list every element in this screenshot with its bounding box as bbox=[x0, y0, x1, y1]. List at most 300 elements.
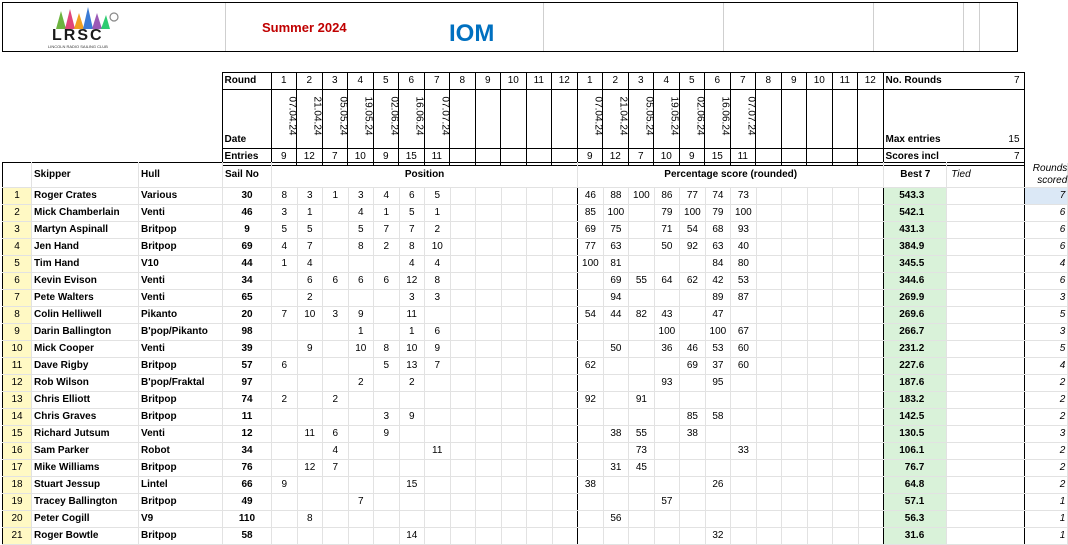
position-cell: 6 bbox=[425, 323, 451, 340]
percentage-cell bbox=[833, 255, 859, 272]
position-cell bbox=[527, 459, 553, 476]
percentage-cell bbox=[807, 476, 833, 493]
percentage-cell: 57 bbox=[654, 493, 680, 510]
skipper-name: Pete Walters bbox=[32, 289, 139, 306]
position-cell bbox=[527, 187, 553, 204]
blank-cell bbox=[2, 90, 222, 149]
entries-count: 12 bbox=[603, 149, 629, 166]
percentage-cell bbox=[578, 425, 604, 442]
hull-type: B'pop/Pikanto bbox=[139, 323, 223, 340]
position-cell bbox=[450, 323, 476, 340]
percentage-cell bbox=[782, 442, 808, 459]
table-row bbox=[3, 493, 1068, 510]
position-cell: 1 bbox=[297, 204, 323, 221]
round-number: 2 bbox=[603, 73, 629, 90]
round-date: 02.06.24 bbox=[694, 96, 705, 136]
position-cell: 6 bbox=[323, 425, 349, 442]
position-cell bbox=[476, 272, 502, 289]
position-cell bbox=[476, 187, 502, 204]
position-cell bbox=[450, 408, 476, 425]
position-cell bbox=[297, 391, 323, 408]
percentage-cell bbox=[578, 340, 604, 357]
percentage-cell bbox=[603, 374, 629, 391]
date-cell bbox=[450, 90, 476, 149]
sail-number: 98 bbox=[223, 323, 272, 340]
position-cell bbox=[323, 289, 349, 306]
rounds-scored: 4 bbox=[1025, 255, 1068, 272]
position-cell bbox=[425, 391, 451, 408]
tied-cell bbox=[947, 255, 1025, 272]
round-number: 9 bbox=[475, 73, 501, 90]
skipper-name: Kevin Evison bbox=[32, 272, 139, 289]
best-score: 266.7 bbox=[884, 323, 947, 340]
percentage-cell bbox=[680, 459, 706, 476]
sail-number: 76 bbox=[223, 459, 272, 476]
position-cell bbox=[527, 289, 553, 306]
percentage-cell bbox=[578, 289, 604, 306]
percentage-cell: 55 bbox=[629, 272, 655, 289]
position-cell: 4 bbox=[374, 187, 400, 204]
position-cell bbox=[399, 442, 425, 459]
percentage-cell bbox=[756, 476, 782, 493]
position-cell bbox=[552, 408, 578, 425]
percentage-cell: 26 bbox=[705, 476, 731, 493]
percentage-cell bbox=[705, 459, 731, 476]
rounds-scored: 2 bbox=[1025, 459, 1068, 476]
position-cell bbox=[374, 255, 400, 272]
position-cell: 14 bbox=[399, 527, 425, 544]
best-score: 542.1 bbox=[884, 204, 947, 221]
position-cell bbox=[501, 323, 527, 340]
percentage-cell: 100 bbox=[680, 204, 706, 221]
position-cell bbox=[552, 459, 578, 476]
position-cell: 6 bbox=[297, 272, 323, 289]
position-cell bbox=[297, 527, 323, 544]
percentage-cell bbox=[680, 476, 706, 493]
position-cell bbox=[348, 357, 374, 374]
best-score: 31.6 bbox=[884, 527, 947, 544]
position-cell bbox=[501, 493, 527, 510]
position-cell: 9 bbox=[272, 476, 298, 493]
percentage-cell bbox=[833, 323, 859, 340]
position-cell bbox=[323, 204, 349, 221]
percentage-cell bbox=[705, 425, 731, 442]
position-cell: 5 bbox=[399, 204, 425, 221]
round-number: 9 bbox=[781, 73, 807, 90]
position-cell bbox=[374, 306, 400, 323]
best-score: 56.3 bbox=[884, 510, 947, 527]
position-cell: 9 bbox=[374, 425, 400, 442]
row-number: 17 bbox=[3, 459, 32, 476]
percentage-cell bbox=[629, 221, 655, 238]
percentage-cell: 53 bbox=[731, 272, 757, 289]
position-cell bbox=[501, 221, 527, 238]
round-number: 12 bbox=[552, 73, 578, 90]
skipper-name: Martyn Aspinall bbox=[32, 221, 139, 238]
hull-type: Britpop bbox=[139, 357, 223, 374]
position-cell bbox=[501, 476, 527, 493]
date-cell bbox=[603, 90, 629, 149]
percentage-cell: 84 bbox=[705, 255, 731, 272]
rounds-scored: 3 bbox=[1025, 425, 1068, 442]
round-number: 5 bbox=[373, 73, 399, 90]
row-number: 5 bbox=[3, 255, 32, 272]
percentage-cell bbox=[578, 459, 604, 476]
row-number: 19 bbox=[3, 493, 32, 510]
position-cell bbox=[501, 442, 527, 459]
percentage-cell bbox=[629, 408, 655, 425]
hull-type: Venti bbox=[139, 272, 223, 289]
entries-count: 11 bbox=[424, 149, 450, 166]
position-cell: 2 bbox=[399, 374, 425, 391]
percentage-cell: 74 bbox=[705, 187, 731, 204]
scores-incl-label: Scores incl bbox=[883, 149, 946, 166]
percentage-cell bbox=[680, 391, 706, 408]
position-header: Position bbox=[272, 163, 578, 188]
position-cell: 13 bbox=[399, 357, 425, 374]
percentage-cell bbox=[858, 510, 884, 527]
tied-cell bbox=[947, 323, 1025, 340]
percentage-cell bbox=[782, 204, 808, 221]
percentage-cell bbox=[731, 306, 757, 323]
percentage-cell bbox=[603, 527, 629, 544]
position-cell bbox=[348, 391, 374, 408]
position-cell bbox=[501, 459, 527, 476]
table-row bbox=[3, 408, 1068, 425]
position-cell: 1 bbox=[272, 255, 298, 272]
skipper-name: Jen Hand bbox=[32, 238, 139, 255]
skipper-name: Tim Hand bbox=[32, 255, 139, 272]
position-cell bbox=[272, 493, 298, 510]
percentage-cell: 32 bbox=[705, 527, 731, 544]
club-logo bbox=[46, 5, 128, 51]
entries-count: 7 bbox=[628, 149, 654, 166]
position-cell bbox=[374, 391, 400, 408]
rounds-scored: 6 bbox=[1025, 238, 1068, 255]
position-cell bbox=[552, 323, 578, 340]
percentage-cell bbox=[833, 340, 859, 357]
sail-number: 69 bbox=[223, 238, 272, 255]
percentage-cell: 33 bbox=[731, 442, 757, 459]
row-number: 10 bbox=[3, 340, 32, 357]
percentage-cell bbox=[629, 340, 655, 357]
percentage-cell bbox=[807, 510, 833, 527]
round-date: 21.04.24 bbox=[617, 96, 629, 136]
position-cell bbox=[450, 493, 476, 510]
sail-number: 49 bbox=[223, 493, 272, 510]
percentage-cell bbox=[680, 527, 706, 544]
position-cell bbox=[476, 493, 502, 510]
hull-type: Pikanto bbox=[139, 306, 223, 323]
position-cell: 2 bbox=[297, 289, 323, 306]
position-cell bbox=[501, 391, 527, 408]
position-cell bbox=[323, 374, 349, 391]
percentage-cell bbox=[629, 510, 655, 527]
percentage-cell: 50 bbox=[603, 340, 629, 357]
percentage-cell bbox=[731, 391, 757, 408]
percentage-cell: 58 bbox=[705, 408, 731, 425]
position-cell: 9 bbox=[399, 408, 425, 425]
position-cell bbox=[450, 442, 476, 459]
position-cell: 2 bbox=[374, 238, 400, 255]
date-cell bbox=[552, 90, 578, 149]
percentage-cell bbox=[858, 459, 884, 476]
percentage-cell: 79 bbox=[654, 204, 680, 221]
percentage-cell bbox=[578, 527, 604, 544]
position-cell: 7 bbox=[425, 357, 451, 374]
percentage-cell bbox=[833, 459, 859, 476]
round-number: 10 bbox=[501, 73, 527, 90]
percentage-cell: 75 bbox=[603, 221, 629, 238]
percentage-cell: 56 bbox=[603, 510, 629, 527]
position-cell bbox=[552, 527, 578, 544]
percentage-cell: 92 bbox=[680, 238, 706, 255]
hull-type: B'pop/Fraktal bbox=[139, 374, 223, 391]
position-cell: 9 bbox=[348, 306, 374, 323]
tied-cell bbox=[947, 272, 1025, 289]
percentage-cell: 100 bbox=[629, 187, 655, 204]
position-cell: 11 bbox=[399, 306, 425, 323]
percentage-cell: 60 bbox=[731, 357, 757, 374]
percentage-cell bbox=[782, 425, 808, 442]
row-number: 16 bbox=[3, 442, 32, 459]
percentage-cell bbox=[807, 408, 833, 425]
position-cell bbox=[501, 340, 527, 357]
position-cell bbox=[552, 238, 578, 255]
position-cell bbox=[527, 425, 553, 442]
position-cell bbox=[450, 340, 476, 357]
round-date: 07.07.24 bbox=[439, 96, 450, 136]
position-cell bbox=[374, 289, 400, 306]
percentage-cell bbox=[858, 289, 884, 306]
entries-count: 9 bbox=[271, 149, 297, 166]
position-cell bbox=[527, 272, 553, 289]
skipper-name: Peter Cogill bbox=[32, 510, 139, 527]
class-title: IOM bbox=[449, 20, 495, 47]
sail-number: 57 bbox=[223, 357, 272, 374]
skipper-name: Darin Ballington bbox=[32, 323, 139, 340]
position-cell: 1 bbox=[323, 187, 349, 204]
blank-cell bbox=[3, 163, 32, 188]
percentage-cell: 37 bbox=[705, 357, 731, 374]
position-cell bbox=[450, 391, 476, 408]
round-row bbox=[2, 73, 1067, 90]
percentage-cell bbox=[782, 408, 808, 425]
hull-type: Britpop bbox=[139, 221, 223, 238]
skipper-name: Roger Bowtle bbox=[32, 527, 139, 544]
position-cell bbox=[425, 459, 451, 476]
tied-cell bbox=[947, 357, 1025, 374]
position-cell bbox=[501, 408, 527, 425]
position-cell bbox=[348, 442, 374, 459]
position-cell bbox=[527, 221, 553, 238]
table-row bbox=[3, 238, 1068, 255]
tied-cell bbox=[947, 340, 1025, 357]
position-cell bbox=[476, 459, 502, 476]
percentage-cell: 46 bbox=[578, 187, 604, 204]
rounds-scored: 1 bbox=[1025, 510, 1068, 527]
title-banner bbox=[2, 2, 1018, 52]
position-cell bbox=[450, 221, 476, 238]
percentage-cell bbox=[858, 323, 884, 340]
blank-cell bbox=[1024, 73, 1067, 90]
tied-cell bbox=[947, 442, 1025, 459]
percentage-cell bbox=[858, 357, 884, 374]
percentage-cell bbox=[756, 425, 782, 442]
position-cell: 8 bbox=[297, 510, 323, 527]
percentage-cell bbox=[833, 357, 859, 374]
row-number: 4 bbox=[3, 238, 32, 255]
position-cell: 12 bbox=[297, 459, 323, 476]
position-cell bbox=[399, 391, 425, 408]
percentage-cell: 69 bbox=[680, 357, 706, 374]
percentage-cell bbox=[629, 374, 655, 391]
rounds-scored: 3 bbox=[1025, 323, 1068, 340]
skipper-name: Colin Helliwell bbox=[32, 306, 139, 323]
best-score: 106.1 bbox=[884, 442, 947, 459]
percentage-cell bbox=[833, 425, 859, 442]
percentage-cell bbox=[756, 340, 782, 357]
position-cell: 8 bbox=[399, 238, 425, 255]
percentage-cell: 42 bbox=[705, 272, 731, 289]
percentage-cell bbox=[578, 374, 604, 391]
position-cell bbox=[272, 527, 298, 544]
entries-count: 10 bbox=[348, 149, 374, 166]
position-cell bbox=[348, 255, 374, 272]
hull-type: Britpop bbox=[139, 459, 223, 476]
position-cell bbox=[501, 272, 527, 289]
percentage-cell bbox=[578, 408, 604, 425]
percentage-cell bbox=[858, 340, 884, 357]
no-rounds-value: 7 bbox=[946, 73, 1024, 90]
position-cell bbox=[552, 493, 578, 510]
percentage-cell bbox=[629, 289, 655, 306]
rounds-scored: 3 bbox=[1025, 289, 1068, 306]
position-cell bbox=[399, 425, 425, 442]
percentage-cell bbox=[782, 527, 808, 544]
table-row bbox=[3, 459, 1068, 476]
percentage-cell: 86 bbox=[654, 187, 680, 204]
round-number: 1 bbox=[271, 73, 297, 90]
percentage-cell bbox=[603, 493, 629, 510]
skipper-name: Mick Chamberlain bbox=[32, 204, 139, 221]
percentage-cell bbox=[782, 323, 808, 340]
tied-cell bbox=[947, 476, 1025, 493]
date-cell bbox=[399, 90, 425, 149]
percentage-cell bbox=[629, 476, 655, 493]
percentage-cell bbox=[756, 374, 782, 391]
percentage-cell bbox=[705, 493, 731, 510]
position-cell bbox=[552, 187, 578, 204]
percentage-cell: 92 bbox=[578, 391, 604, 408]
position-cell bbox=[450, 476, 476, 493]
percentage-cell bbox=[858, 238, 884, 255]
position-cell: 5 bbox=[297, 221, 323, 238]
position-cell bbox=[476, 527, 502, 544]
position-cell: 8 bbox=[348, 238, 374, 255]
sail-number: 58 bbox=[223, 527, 272, 544]
rounds-scored: 4 bbox=[1025, 357, 1068, 374]
best-score: 183.2 bbox=[884, 391, 947, 408]
percentage-cell bbox=[680, 323, 706, 340]
round-number: 11 bbox=[832, 73, 858, 90]
position-cell bbox=[272, 510, 298, 527]
percentage-cell bbox=[807, 374, 833, 391]
percentage-cell bbox=[858, 527, 884, 544]
row-number: 1 bbox=[3, 187, 32, 204]
position-cell: 10 bbox=[425, 238, 451, 255]
row-number: 8 bbox=[3, 306, 32, 323]
percentage-cell: 81 bbox=[603, 255, 629, 272]
percentage-cell bbox=[756, 221, 782, 238]
skipper-name: Sam Parker bbox=[32, 442, 139, 459]
percentage-cell bbox=[858, 391, 884, 408]
position-cell bbox=[425, 306, 451, 323]
no-rounds-label: No. Rounds bbox=[883, 73, 946, 90]
position-cell: 8 bbox=[425, 272, 451, 289]
tied-cell bbox=[947, 204, 1025, 221]
table-row bbox=[3, 306, 1068, 323]
hull-type: Venti bbox=[139, 340, 223, 357]
position-cell bbox=[348, 476, 374, 493]
position-cell bbox=[450, 527, 476, 544]
percentage-cell bbox=[629, 357, 655, 374]
percentage-cell bbox=[654, 442, 680, 459]
percentage-cell: 85 bbox=[578, 204, 604, 221]
round-date: 21.04.24 bbox=[311, 96, 323, 136]
percentage-cell: 80 bbox=[731, 255, 757, 272]
percentage-cell: 68 bbox=[705, 221, 731, 238]
percentage-cell: 85 bbox=[680, 408, 706, 425]
position-cell bbox=[501, 238, 527, 255]
entries-count: 15 bbox=[399, 149, 425, 166]
position-cell: 2 bbox=[272, 391, 298, 408]
position-cell bbox=[476, 425, 502, 442]
position-cell bbox=[501, 306, 527, 323]
row-number: 6 bbox=[3, 272, 32, 289]
position-cell bbox=[323, 476, 349, 493]
best-score: 384.9 bbox=[884, 238, 947, 255]
percentage-cell bbox=[756, 238, 782, 255]
position-cell: 4 bbox=[425, 255, 451, 272]
hull-type: Britpop bbox=[139, 391, 223, 408]
position-cell bbox=[552, 255, 578, 272]
percentage-cell bbox=[833, 476, 859, 493]
position-cell bbox=[552, 442, 578, 459]
percentage-cell bbox=[654, 255, 680, 272]
date-cell bbox=[577, 90, 603, 149]
position-cell bbox=[476, 408, 502, 425]
position-cell bbox=[527, 306, 553, 323]
position-cell bbox=[476, 442, 502, 459]
row-number: 14 bbox=[3, 408, 32, 425]
percentage-cell bbox=[731, 510, 757, 527]
position-cell bbox=[527, 442, 553, 459]
entries-label: Entries bbox=[222, 149, 271, 166]
skipper-name: Chris Graves bbox=[32, 408, 139, 425]
rounds-scored: 2 bbox=[1025, 442, 1068, 459]
sail-number: 44 bbox=[223, 255, 272, 272]
position-cell bbox=[450, 357, 476, 374]
date-cell bbox=[501, 90, 527, 149]
percentage-cell: 45 bbox=[629, 459, 655, 476]
best-score: 344.6 bbox=[884, 272, 947, 289]
rounds-scored: 6 bbox=[1025, 204, 1068, 221]
position-cell bbox=[323, 527, 349, 544]
row-number: 21 bbox=[3, 527, 32, 544]
percentage-cell: 89 bbox=[705, 289, 731, 306]
position-cell bbox=[527, 527, 553, 544]
